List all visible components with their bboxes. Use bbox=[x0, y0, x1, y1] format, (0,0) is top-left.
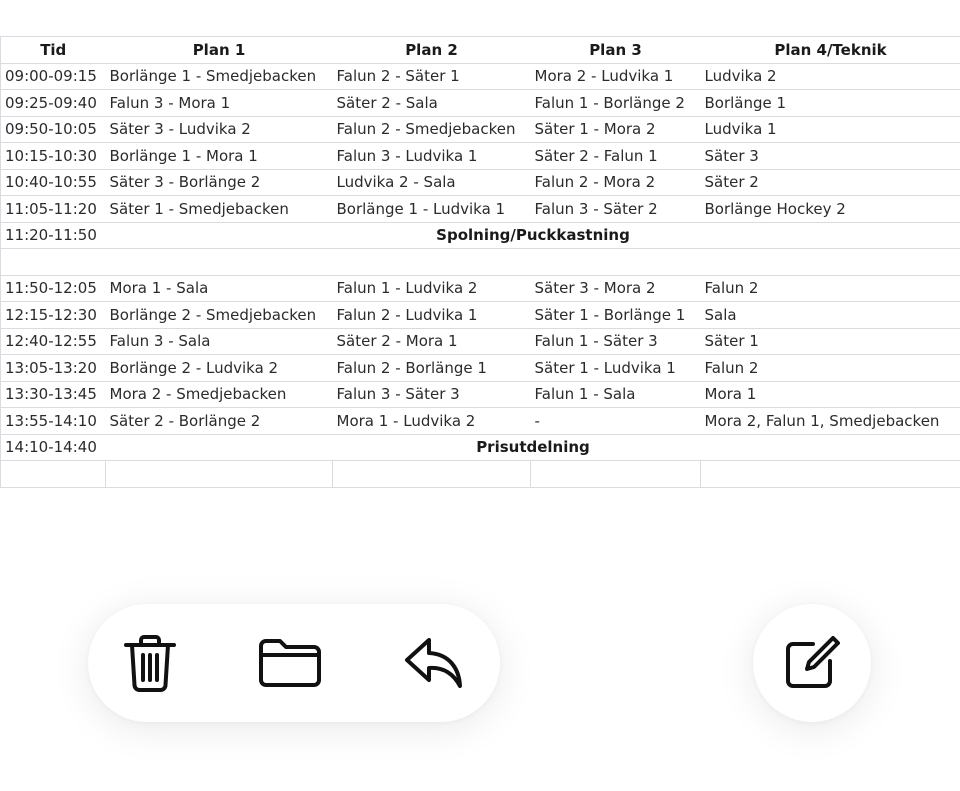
time-cell: 10:40-10:55 bbox=[1, 169, 106, 196]
schedule-row bbox=[1, 328, 960, 355]
break-title: Prisutdelning bbox=[106, 434, 960, 461]
time-cell: 13:05-13:20 bbox=[1, 355, 106, 382]
time-cell: 09:00-09:15 bbox=[1, 63, 106, 90]
reply-icon bbox=[403, 636, 465, 690]
plan-3-cell: Falun 1 - Borlänge 2 bbox=[531, 90, 701, 117]
plan-3-cell: - bbox=[531, 408, 701, 435]
plan-3-cell: Säter 1 - Mora 2 bbox=[531, 116, 701, 143]
header-plan-2: Plan 2 bbox=[333, 37, 531, 64]
plan-4-cell: Borlänge Hockey 2 bbox=[701, 196, 960, 223]
plan-4-cell: Mora 2, Falun 1, Smedjebacken bbox=[701, 408, 960, 435]
time-cell: 09:50-10:05 bbox=[1, 116, 106, 143]
header-plan-1: Plan 1 bbox=[106, 37, 333, 64]
plan-1-cell: Säter 2 - Borlänge 2 bbox=[106, 408, 333, 435]
plan-1-cell: Borlänge 2 - Smedjebacken bbox=[106, 302, 333, 329]
action-toolbar bbox=[88, 604, 500, 722]
plan-1-cell: Borlänge 2 - Ludvika 2 bbox=[106, 355, 333, 382]
plan-2-cell: Falun 2 - Smedjebacken bbox=[333, 116, 531, 143]
empty-row bbox=[1, 461, 960, 488]
plan-4-cell: Ludvika 1 bbox=[701, 116, 960, 143]
break-row bbox=[1, 434, 960, 461]
break-time: 11:20-11:50 bbox=[1, 222, 106, 249]
schedule-row bbox=[1, 302, 960, 329]
trash-button[interactable] bbox=[114, 627, 186, 699]
schedule-row bbox=[1, 116, 960, 143]
empty-cell bbox=[333, 461, 531, 488]
plan-2-cell: Falun 3 - Ludvika 1 bbox=[333, 143, 531, 170]
break-title: Spolning/Puckkastning bbox=[106, 222, 960, 249]
plan-2-cell: Falun 1 - Ludvika 2 bbox=[333, 275, 531, 302]
schedule-row bbox=[1, 381, 960, 408]
plan-1-cell: Mora 2 - Smedjebacken bbox=[106, 381, 333, 408]
plan-3-cell: Falun 1 - Sala bbox=[531, 381, 701, 408]
plan-3-cell: Falun 1 - Säter 3 bbox=[531, 328, 701, 355]
schedule-row bbox=[1, 196, 960, 223]
break-2 bbox=[1, 434, 960, 487]
schedule-row bbox=[1, 275, 960, 302]
compose-button[interactable] bbox=[753, 604, 871, 722]
plan-3-cell: Säter 1 - Borlänge 1 bbox=[531, 302, 701, 329]
plan-1-cell: Falun 3 - Sala bbox=[106, 328, 333, 355]
schedule-row bbox=[1, 90, 960, 117]
break-row bbox=[1, 222, 960, 249]
plan-1-cell: Säter 3 - Borlänge 2 bbox=[106, 169, 333, 196]
plan-2-cell: Säter 2 - Mora 1 bbox=[333, 328, 531, 355]
plan-2-cell: Falun 2 - Ludvika 1 bbox=[333, 302, 531, 329]
header-plan-4: Plan 4/Teknik bbox=[701, 37, 960, 64]
plan-1-cell: Säter 3 - Ludvika 2 bbox=[106, 116, 333, 143]
plan-2-cell: Borlänge 1 - Ludvika 1 bbox=[333, 196, 531, 223]
plan-4-cell: Ludvika 2 bbox=[701, 63, 960, 90]
time-cell: 11:05-11:20 bbox=[1, 196, 106, 223]
plan-4-cell: Säter 3 bbox=[701, 143, 960, 170]
header-plan-3: Plan 3 bbox=[531, 37, 701, 64]
plan-1-cell: Mora 1 - Sala bbox=[106, 275, 333, 302]
empty-cell bbox=[106, 461, 333, 488]
spacer-cell bbox=[106, 249, 960, 276]
schedule-row bbox=[1, 169, 960, 196]
schedule-row bbox=[1, 63, 960, 90]
break-1 bbox=[1, 222, 960, 275]
plan-2-cell: Mora 1 - Ludvika 2 bbox=[333, 408, 531, 435]
plan-3-cell: Falun 3 - Säter 2 bbox=[531, 196, 701, 223]
empty-cell bbox=[1, 461, 106, 488]
plan-4-cell: Borlänge 1 bbox=[701, 90, 960, 117]
header-row bbox=[1, 37, 960, 64]
plan-2-cell: Säter 2 - Sala bbox=[333, 90, 531, 117]
time-cell: 10:15-10:30 bbox=[1, 143, 106, 170]
time-cell: 09:25-09:40 bbox=[1, 90, 106, 117]
schedule-table bbox=[0, 36, 960, 488]
schedule-block-1 bbox=[1, 63, 960, 222]
move-to-folder-button[interactable] bbox=[254, 627, 326, 699]
time-cell: 12:15-12:30 bbox=[1, 302, 106, 329]
break-time: 14:10-14:40 bbox=[1, 434, 106, 461]
spacer-row bbox=[1, 249, 960, 276]
plan-3-cell: Säter 3 - Mora 2 bbox=[531, 275, 701, 302]
plan-1-cell: Falun 3 - Mora 1 bbox=[106, 90, 333, 117]
empty-cell bbox=[531, 461, 701, 488]
time-cell: 11:50-12:05 bbox=[1, 275, 106, 302]
schedule-row bbox=[1, 408, 960, 435]
time-cell: 13:30-13:45 bbox=[1, 381, 106, 408]
header-tid: Tid bbox=[1, 37, 106, 64]
plan-4-cell: Säter 1 bbox=[701, 328, 960, 355]
plan-1-cell: Borlänge 1 - Smedjebacken bbox=[106, 63, 333, 90]
reply-button[interactable] bbox=[398, 627, 470, 699]
time-cell: 12:40-12:55 bbox=[1, 328, 106, 355]
plan-4-cell: Falun 2 bbox=[701, 355, 960, 382]
plan-3-cell: Mora 2 - Ludvika 1 bbox=[531, 63, 701, 90]
plan-2-cell: Falun 3 - Säter 3 bbox=[333, 381, 531, 408]
plan-4-cell: Säter 2 bbox=[701, 169, 960, 196]
plan-3-cell: Säter 2 - Falun 1 bbox=[531, 143, 701, 170]
plan-2-cell: Ludvika 2 - Sala bbox=[333, 169, 531, 196]
plan-2-cell: Falun 2 - Säter 1 bbox=[333, 63, 531, 90]
time-cell: 13:55-14:10 bbox=[1, 408, 106, 435]
trash-icon bbox=[122, 633, 178, 693]
spacer-cell bbox=[1, 249, 106, 276]
plan-1-cell: Säter 1 - Smedjebacken bbox=[106, 196, 333, 223]
schedule-row bbox=[1, 143, 960, 170]
plan-4-cell: Mora 1 bbox=[701, 381, 960, 408]
schedule-row bbox=[1, 355, 960, 382]
plan-2-cell: Falun 2 - Borlänge 1 bbox=[333, 355, 531, 382]
plan-3-cell: Falun 2 - Mora 2 bbox=[531, 169, 701, 196]
plan-1-cell: Borlänge 1 - Mora 1 bbox=[106, 143, 333, 170]
compose-icon bbox=[783, 635, 841, 691]
schedule-block-2 bbox=[1, 275, 960, 434]
plan-3-cell: Säter 1 - Ludvika 1 bbox=[531, 355, 701, 382]
folder-icon bbox=[258, 637, 322, 689]
plan-4-cell: Sala bbox=[701, 302, 960, 329]
plan-4-cell: Falun 2 bbox=[701, 275, 960, 302]
empty-cell bbox=[701, 461, 960, 488]
